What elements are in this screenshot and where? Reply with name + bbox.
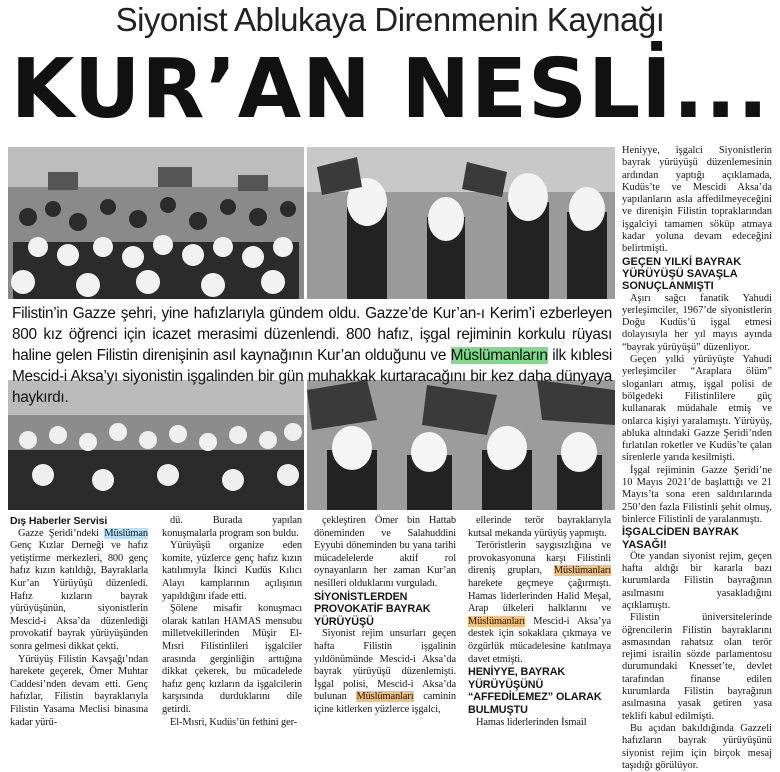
photo-top-left xyxy=(8,147,304,299)
right-paragraph-7: Bu açıdan bakıldığında Gazzeli hafızların bayrak yürüyüşünü siyonist rejim için birçok mesaj taşıdığı görülüyor. xyxy=(622,722,772,771)
col3-paragraph-2: Siyonist rejim unsurları geçen hafta Filistin işgalinin yıldönümünde Mescid-i Aksa’da bayrak yürüyüşü düzenlemişti. İşgal polisi, Mescid-i Aksa’da bulunan Müslümanları caminin içine kitlerken yüzlerce işgalci, xyxy=(314,628,456,715)
right-paragraph-3: Geçen yılki yürüyüşte Yahudi yerleşimciler “Araplara ölüm” sloganları atmış, işgal polisi de bölgedeki Filistinlilere güç kullanarak müdahale etmiş ve onlarca kişiyi yaralamıştı. Yürüyüş, abluka altındaki Gazze Şeridi’nden fırlatılan roketler ve Kudüs’te çalan sirenlerle yarıda kesilmişti. xyxy=(622,354,772,464)
right-subheading-2: İŞGALCİDEN BAYRAK YASAĞI! xyxy=(622,526,739,551)
column-2 xyxy=(162,515,302,729)
col4-paragraph-3: Hamas liderlerinden İsmail xyxy=(476,716,587,728)
col3-paragraph-1: çekleştiren Ömer bin Hattab döneminden ve Salahuddini Eyyubi döneminden bu yana tarihi mücadelelerde aktif rol oynayanların her zaman Kur’an nesilleri olduklarını vurguladı. xyxy=(314,515,456,589)
photo-top-right xyxy=(307,147,615,299)
column-1 xyxy=(10,515,148,729)
column-3 xyxy=(314,515,456,717)
right-column xyxy=(622,145,772,772)
column-4 xyxy=(468,515,611,729)
highlight-muslumanlari-1: Müslümanları xyxy=(553,565,611,577)
highlight-muslumanlari: Müslümanları xyxy=(356,691,414,703)
girls-with-flags-image xyxy=(307,147,615,299)
col4-subheading: HENİYYE, BAYRAK YÜRÜYÜŞÜNÜ “AFFEDİLEMEZ” OLARAK BULMUŞTU xyxy=(468,666,602,716)
right-subheading-1: GEÇEN YILKİ BAYRAK YÜRÜYÜŞÜ SAVAŞLA SONUÇLANMIŞTI xyxy=(622,255,742,293)
right-paragraph-4: İşgal rejiminin Gazze Şeridi’ne 10 Mayıs 2021’de başlattığı ve 21 Mayıs’ta sona eren saldırılarında 250’den fazla Filistinli şehit olmuş, binlerce Filistinli de yaralanmıştı. xyxy=(622,464,772,525)
crowd-photo-image xyxy=(8,147,304,299)
col2-paragraph-1: dü. Burada yapılan konuşmalarla program son buldu. xyxy=(162,515,302,539)
right-paragraph-6: Filistin üniversitelerinde öğrencilerin Filistin bayraklarını asmasından rahatsız olan terör rejimi israilin sözde parlamentosu durumundaki Knesset’te, devlet tarafından finanse edilen kurumlarda Filistin bayrağının asılmasına yasak getiren yasa teklifi kabul edilmişti. xyxy=(622,612,772,722)
col4-paragraph-1: ellerinde terör bayraklarıyla kutsal mekanda yürüyüş yapmıştı. xyxy=(468,515,611,539)
right-paragraph-2: Aşırı sağcı fanatik Yahudi yerleşimciler, 1967’de siyonistlerin Doğu Kudüs’ü işgal etmesi dolayısıyla her yıl mayıs ayında “bayrak yürüyüşü” düzenliyor. xyxy=(622,292,772,353)
highlight-muslumanlarin: Müslümanların xyxy=(450,347,548,364)
col2-paragraph-3: Şölene misafir konuşmacı olarak katılan HAMAS mensubu milletvekillerinden Müşir El-Mısri Filistinlileri işgalciler arasında gerginliğin arttığına dikkat çekerek, bu mücadelede hafız genç kızların da işgalcilerin karşısında durduklarını dile getirdi. xyxy=(162,603,302,715)
col3-subheading: SİYONİSTLERDEN PROVOKATİF BAYRAK YÜRÜYÜŞÜ xyxy=(314,590,431,628)
col1-paragraph-1: Gazze Şeridi’ndeki Müslüman Genç Kızlar Derneği ve hafız yetiştirme merkezleri, 800 genç hafız kızın katıldığı, Bayraklarla Kur’an Yürüyüşü düzenledi. Hafız kızların bayrak yürüyüşünün, siyonistlerin Mescid-i Aksa’da düzenlediği provokatif bayrak yürüyüşünden sonra gelmesi dikkat çekti. xyxy=(10,527,148,652)
supertitle: Siyonist Ablukaya Direnmenin Kaynağı xyxy=(115,1,665,38)
highlight-muslumanlar: Müslüman xyxy=(104,527,148,539)
col1-paragraph-2: Yürüyüş Filistin Kavşağı’ndan harekete geçerek, Ömer Muhtar Caddesi’nden devam etti. Genç hafızlar, Filistin bayraklarıyla Filistin Yasama Meclisi binasına kadar yürü- xyxy=(10,653,148,728)
col2-paragraph-2: Yürüyüşü organize eden komite, yüzlerce genç hafız kızın katılımıyla İkinci Kudüs Kılıcı Alayı kamplarının açılışının yapıldığını ifade etti. xyxy=(162,540,302,602)
col4-paragraph-2: Teröristlerin saygısızlığına ve provokasyonuna karşı Filistinli direniş grupları, Müslümanları harekete geçmeye çağırmıştı. Hamas liderlerinden Halid Meşal, Arap ülkeleri halklarını ve Müslümanları Mescid-i Aksa’ya destek için sokaklara çıkmaya ve özgürlük mücadelesine katılmaya davet etmişti. xyxy=(468,540,611,665)
col2-paragraph-4: El-Mısri, Kudüs’ün fethini ger- xyxy=(170,716,298,728)
headline: KUR’AN NESLİ... xyxy=(10,42,770,137)
highlight-muslumanlari-2: Müslümanları xyxy=(468,615,526,627)
byline: Dış Haberler Servisi xyxy=(10,515,108,527)
lead-paragraph: Filistin’in Gazze şehri, yine hafızlarıyla gündem oldu. Gazze’de Kur’an-ı Kerim’i ezberleyen 800 kız öğrenci için icazet merasimi düzenlendi. 800 hafız, işgal rejiminin korkulu rüyası haline gelen Filistin direnişinin asıl kaynağının Kur’an olduğunu ve Müslümanların ilk kıblesi Mescid-i Aksa’yı siyonistin işgalinden bir gün muhakkak kurtaracağını bir kez daha dünyaya haykırdı. xyxy=(12,305,612,406)
right-paragraph-5: Öte yandan siyonist rejim, geçen hafta aldığı bir kararla bazı kurumlarda Filistin bayrağının asılmasını yasakladığını açıklamıştı. xyxy=(622,550,772,611)
right-paragraph-1: Heniyye, işgalci Siyonistlerin bayrak yürüyüşü düzenlemesinin ardından yaptığı açıklamada, Kudüs’te ve Mescidi Aksa’da yapılanların asla affedilmeyeceğini ve direnişin Filistin topraklarından işgalciyi tamamen söküp atmaya kadar yoluna devam edeceğini belirtmişti. xyxy=(622,145,772,255)
